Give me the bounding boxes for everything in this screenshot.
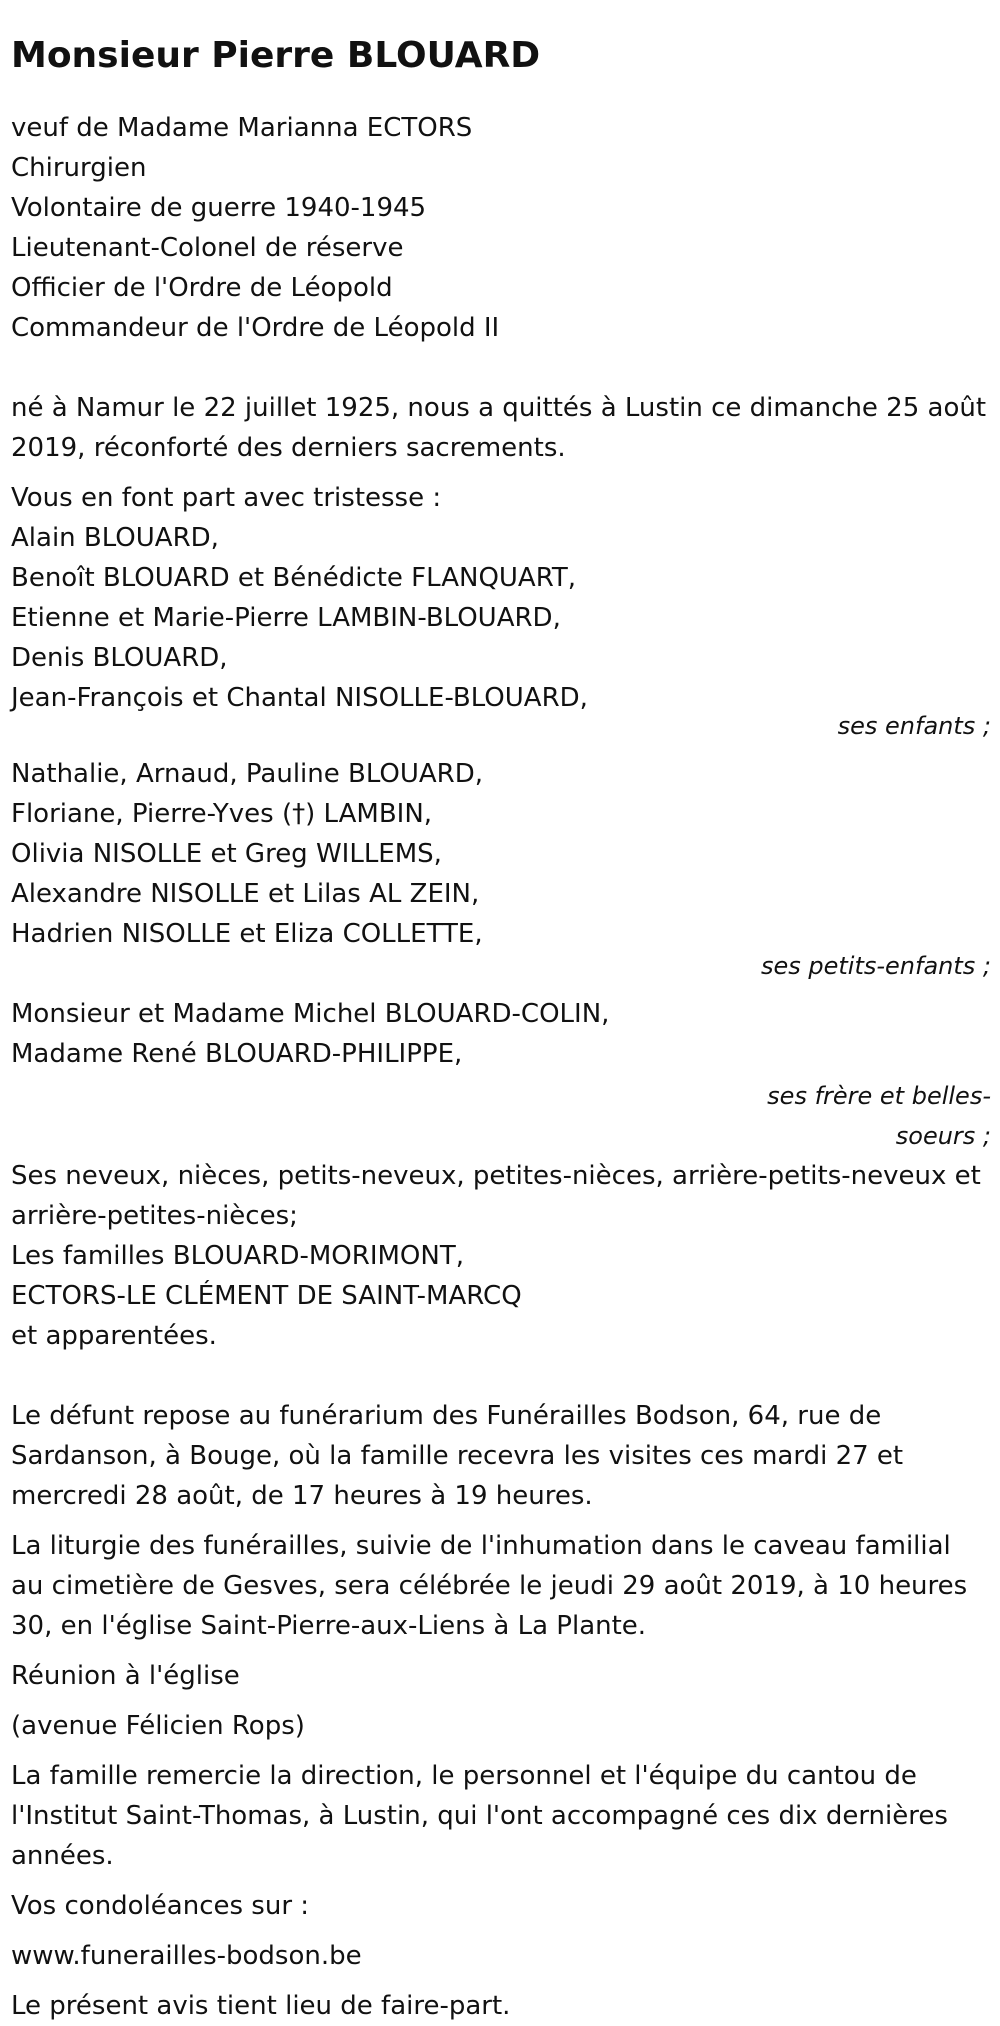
funeral-paragraph: La liturgie des funérailles, suivie de l'inhumation dans le caveau familial au cimetière de Gesves, sera célébrée le jeudi 29 août 2019, à 10 heures 30, en l'église Saint-Pierre-aux-Liens à La Plante. xyxy=(11,1531,968,1641)
birth-death-paragraph: né à Namur le 22 juillet 1925, nous a quittés à Lustin ce dimanche 25 août 2019, réconforté des derniers sacrements. xyxy=(11,393,987,463)
condolences-intro: Vos condoléances sur : xyxy=(11,1891,310,1921)
list-item: Hadrien NISOLLE et Eliza COLLETTE, xyxy=(11,919,483,949)
extended-family-paragraph: Ses neveux, nièces, petits-neveux, petites-nièces, arrière-petits-neveux et arrière-petites-nièces; xyxy=(11,1161,981,1231)
list-item: Denis BLOUARD, xyxy=(11,643,228,673)
meeting-text: Réunion à l'église xyxy=(11,1661,240,1691)
list-item: Madame René BLOUARD-PHILIPPE, xyxy=(11,1039,463,1069)
siblings-list xyxy=(11,994,991,1074)
list-item: ECTORS-LE CLÉMENT DE SAINT-MARCQ xyxy=(11,1281,522,1311)
obituary-notice xyxy=(11,0,991,2026)
titles-line: Lieutenant-Colonel de réserve xyxy=(11,233,404,263)
closing-text: Le présent avis tient lieu de faire-part. xyxy=(11,1991,511,2021)
list-item: Floriane, Pierre-Yves (†) LAMBIN, xyxy=(11,799,433,829)
siblings-label: ses frère et belles-soeurs ; xyxy=(767,1082,991,1150)
page-title: Monsieur Pierre BLOUARD xyxy=(11,35,541,76)
list-item: Etienne et Marie-Pierre LAMBIN-BLOUARD, xyxy=(11,603,561,633)
deceased-titles xyxy=(11,108,991,348)
titles-line: Commandeur de l'Ordre de Léopold II xyxy=(11,313,500,343)
list-item: Alain BLOUARD, xyxy=(11,523,219,553)
titles-line: Chirurgien xyxy=(11,153,147,183)
children-list xyxy=(11,518,991,718)
list-item: Monsieur et Madame Michel BLOUARD-COLIN, xyxy=(11,999,610,1029)
titles-line: veuf de Madame Marianna ECTORS xyxy=(11,113,473,143)
list-item: Nathalie, Arnaud, Pauline BLOUARD, xyxy=(11,759,484,789)
grandchildren-list xyxy=(11,754,991,954)
titles-line: Officier de l'Ordre de Léopold xyxy=(11,273,393,303)
families-list xyxy=(11,1236,991,1356)
list-item: Benoît BLOUARD et Bénédicte FLANQUART, xyxy=(11,563,577,593)
titles-line: Volontaire de guerre 1940-1945 xyxy=(11,193,427,223)
visitation-paragraph: Le défunt repose au funérarium des Funérailles Bodson, 64, rue de Sardanson, à Bouge, où la famille recevra les visites ces mardi 27 et mercredi 28 août, de 17 heures à 19 heures. xyxy=(11,1401,904,1511)
grandchildren-label: ses petits-enfants ; xyxy=(760,952,991,980)
condolences-link[interactable]: www.funerailles-bodson.be xyxy=(11,1941,362,1971)
list-item: Alexandre NISOLLE et Lilas AL ZEIN, xyxy=(11,879,480,909)
list-item: Jean-François et Chantal NISOLLE-BLOUARD, xyxy=(11,683,588,713)
list-item: Les familles BLOUARD-MORIMONT, xyxy=(11,1241,464,1271)
thanks-paragraph: La famille remercie la direction, le personnel et l'équipe du cantou de l'Institut Saint-Thomas, à Lustin, qui l'ont accompagné ces dix dernières années. xyxy=(11,1761,948,1871)
list-item: et apparentées. xyxy=(11,1321,217,1351)
announce-intro: Vous en font part avec tristesse : xyxy=(11,483,442,513)
list-item: Olivia NISOLLE et Greg WILLEMS, xyxy=(11,839,442,869)
children-label: ses enfants ; xyxy=(837,712,991,740)
meeting-address: (avenue Félicien Rops) xyxy=(11,1711,305,1741)
